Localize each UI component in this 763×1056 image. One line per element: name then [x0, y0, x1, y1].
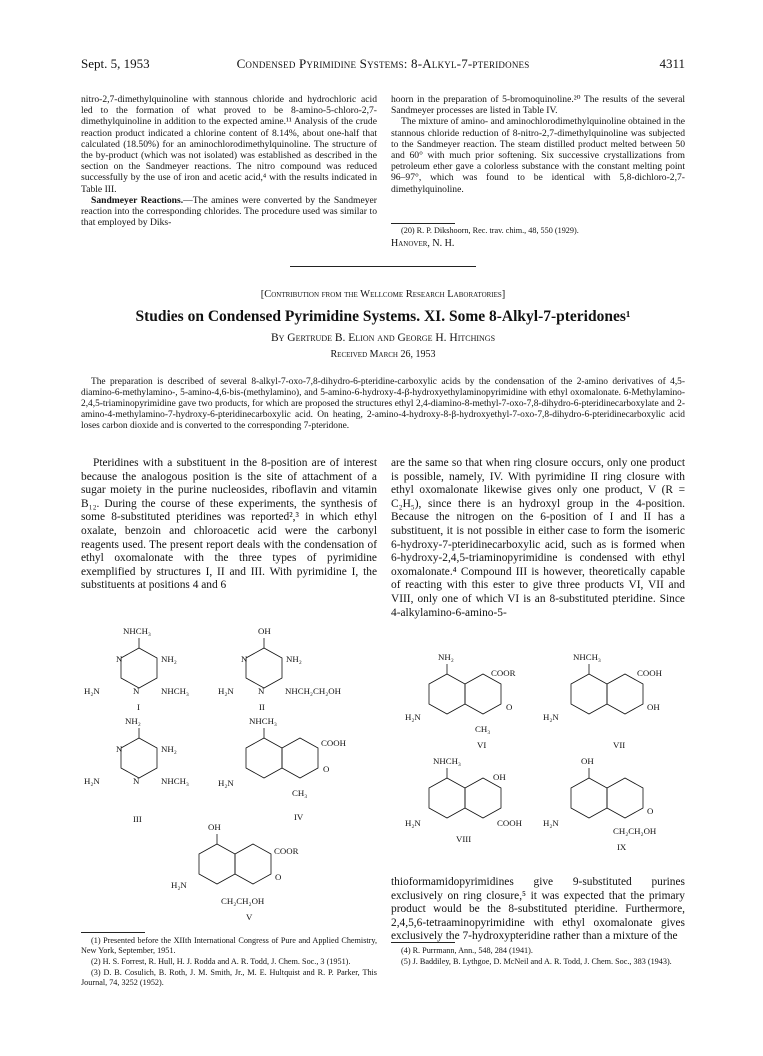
structure-III-n1: N: [116, 744, 123, 754]
structure-VII-sub6: COOH: [637, 668, 662, 678]
structure-I-top-sub: NHCH₃: [123, 626, 151, 636]
structure-V-label: V: [246, 912, 253, 922]
body-right-column-continued: [391, 876, 685, 944]
structure-V-sub6: COOR: [274, 846, 299, 856]
structure-IV-top-sub: NHCH₃: [249, 716, 277, 726]
structure-III-n2: N: [133, 776, 140, 786]
body-paragraph: are the same so that when ring closure occurs, only one product is possible, namely, IV. With pyrimidine II ring closure with ethyl oxomalonate likewise gives only one product, V (R = C₂H₅), since there is an hydroxyl group in the 4-position. Because the nitrogen on the 6-position of I and II has a substituent, it is not possible in either case to form the isomeric 6-hydroxy-7-pteridinecarboxylic acid, such as is formed when 6-hydroxy-2,4,5-triaminopyrimidine is condensed with ethyl oxomalonate.⁴ Compound III is however, theoretically capable of reacting with this ester to give three products VI, VII and VIII, only one of which VI is an 8-substituted pteridine. Since 4-alkylamino-6-amino-5-: [391, 457, 685, 619]
structure-V: [171, 822, 299, 922]
structure-IX-sub2: H₂N: [543, 818, 559, 828]
structure-IV-label: IV: [294, 812, 304, 822]
structure-II-top-sub: OH: [258, 626, 271, 636]
footnote-1: (1) Presented before the XIIth International Congress of Pure and Applied Chemistry, New York, September, 1951.: [81, 936, 377, 955]
structure-III-label: III: [133, 814, 142, 824]
structure-II-label: II: [259, 702, 265, 712]
structure-IX-top-sub: OH: [581, 756, 594, 766]
footnote-4: (4) R. Purrmann, Ann., 548, 284 (1941).: [401, 946, 533, 955]
structures-right: [391, 652, 685, 870]
structure-II: [218, 626, 342, 712]
structure-IV-sub2: H₂N: [218, 778, 234, 788]
structure-IV-sub6: COOH: [321, 738, 346, 748]
article-authors: By Gertrude B. Elion and George H. Hitchings: [270, 332, 496, 344]
structure-II-n2: N: [258, 686, 265, 696]
sandmeyer-paragraph: [81, 195, 377, 229]
structure-VI-sub8: CH₃: [475, 724, 491, 734]
body-right-column: [391, 457, 685, 620]
structure-VII-sub7: OH: [647, 702, 660, 712]
structure-I-sub6: NHCH₃: [161, 686, 189, 696]
body-paragraph: Pteridines with a substituent in the 8-position are of interest because the analogous position is the site of attachment of a sugar moiety in the purine nucleosides, riboflavin and vitamin B₁₂. During the course of these experiments, the synthesis of some 8-substituted pteridines was reported²,³ in which ethyl oxalate, benzoin and chloroacetic acid were the carbonyl reagents used. The present report deals with the condensation of ethyl oxomalonate with the three types of pyrimidine exemplified by structures I, II and III. With pyrimidine I, the substituents at positions 4 and 6: [81, 457, 377, 592]
structure-IX-sub8: CH₂CH₂OH: [613, 826, 657, 836]
footnotes-left: [81, 936, 377, 989]
structure-IV-sub8: CH₃: [292, 788, 308, 798]
header-running-title: Condensed Pyrimidine Systems: 8-Alkyl-7-pteridones: [236, 56, 530, 71]
structure-IX-sub7: O: [647, 806, 654, 816]
article-title: Studies on Condensed Pyrimidine Systems. XI. Some 8-Alkyl-7-pteridones¹: [135, 308, 631, 325]
abstract: [81, 377, 685, 432]
prev-article-left-column: [81, 94, 377, 228]
header-date: Sept. 5, 1953: [81, 56, 150, 71]
footnote-2: (2) H. S. Forrest, R. Hull, H. J. Rodda and A. R. Todd, J. Chem. Soc., 3 (1951).: [91, 957, 351, 966]
structure-V-sub7: O: [275, 872, 282, 882]
running-header: [81, 56, 685, 74]
structure-VIII-top-sub: NHCH₃: [433, 756, 461, 766]
prev-article-footnote: [391, 226, 685, 237]
structure-I-n1: N: [116, 654, 123, 664]
structure-V-sub2: H₂N: [171, 880, 187, 890]
structure-III: [84, 716, 189, 824]
article-separator: [290, 266, 476, 267]
author-address: Hanover, N. H.: [391, 238, 455, 249]
footnote-5: (5) J. Baddiley, B. Lythgoe, D. McNeil and A. R. Todd, J. Chem. Soc., 383 (1943).: [401, 957, 672, 966]
structure-VII-top-sub: NHCH₃: [573, 652, 601, 662]
structure-VIII: [405, 756, 523, 844]
structure-II-sub2: H₂N: [218, 686, 234, 696]
footnotes-right: [391, 946, 685, 968]
prev-article-paragraph: nitro-2,7-dimethylquinoline with stannous chloride and hydrochloric acid led to the formation of what proved to be 8-amino-5-chloro-2,7-dimethylquinoline in addition to the expected amine.¹¹ Analysis of the crude reaction product indicated a chlorine content of 8.14%, about one-half that calculated (18.50%) for an aminochlorodimethylquinoline. The structure of the by-product (which was not isolated) was established as described in the section on the Sandmeyer reactions. The nitro compound was reduced successfully by the use of iron and acetic acid,⁴ with the results indicated in Table III.: [81, 94, 377, 195]
structure-III-sub2: H₂N: [84, 776, 100, 786]
structure-II-n1: N: [241, 654, 248, 664]
structure-I-label: I: [137, 702, 140, 712]
received-date: Received March 26, 1953: [330, 349, 436, 360]
footnote-rule-right: [391, 942, 455, 943]
structure-VII-label: VII: [613, 740, 626, 750]
structure-IX: [543, 756, 657, 852]
footnote-3: (3) D. B. Cosulich, B. Roth, J. M. Smith, Jr., M. E. Hultquist and R. P. Parker, This Journal, 74, 3252 (1952).: [81, 968, 377, 987]
structure-VI-sub7: O: [506, 702, 513, 712]
sandmeyer-text: —The amines were converted by the Sandmeyer reaction into the corresponding chlorides. The procedure used was similar to that employed by Diks-: [81, 194, 377, 229]
structure-II-sub6: NHCH₂CH₂OH: [285, 686, 341, 696]
structure-diagram-right: [391, 652, 685, 870]
structure-VI-sub2: H₂N: [405, 712, 421, 722]
structure-VII: [543, 652, 663, 750]
structure-I-n2: N: [133, 686, 140, 696]
structure-VIII-sub6: OH: [493, 772, 506, 782]
contribution-line: [Contribution from the Wellcome Research Laboratories]: [260, 289, 506, 300]
body-left-column: [81, 457, 377, 593]
structure-I-sub2: H₂N: [84, 686, 100, 696]
structure-VI: [405, 652, 516, 750]
structure-III-sub6: NHCH₃: [161, 776, 189, 786]
structure-diagram-left: [81, 626, 381, 926]
structure-IV: [218, 716, 347, 822]
structure-I-sub4: NH₂: [161, 654, 177, 664]
structure-VI-label: VI: [477, 740, 487, 750]
structure-I: [84, 626, 189, 712]
prev-article-paragraph: hoorn in the preparation of 5-bromoquinoline.²⁰ The results of the several Sandmeyer processes are listed in Table IV.: [391, 94, 685, 117]
sandmeyer-heading: Sandmeyer Reactions.: [91, 194, 184, 206]
abstract-text: The preparation is described of several 8-alkyl-7-oxo-7,8-dihydro-6-pteridine-carboxylic acids by the condensation of the 2-amino derivatives of 4,5-diamino-6-methylamino-, 5-amino-4,6-bis-(methylamino), and 5-amino-6-hydroxy-4-β-hydroxyethylaminopyrimidine with ethyl oxomalonate. 6-Methylamino-2,4,5-triaminopyrimidine gave two products, for which are proposed the structures ethyl 2,4-diamino-8-methyl-7-oxo-7,8-dihydro-6-pteridinecarboxylate and 2-amino-4-methylamino-7-hydroxy-6-pteridinecarboxylic acid. On heating, 2-amino-4-hydroxy-8-β-hydroxyethyl-7-oxo-7,8-dihydro-6-pteridinecarboxylic acid loses carbon dioxide and is converted to the corresponding 7-pteridone.: [81, 377, 685, 431]
body-paragraph: thioformamidopyrimidines give 9-substituted purines exclusively on ring closure,⁵ it was expected that the primary product would be the 8-substituted pteridine. Furthermore, 2,4,5,6-tetraaminopyrimidine with ethyl oxomalonate gives exclusively the 7-hydroxypteridine rather than a mixture of the: [391, 876, 685, 943]
structure-V-sub8: CH₂CH₂OH: [221, 896, 265, 906]
structure-VIII-label: VIII: [456, 834, 472, 844]
prev-article-paragraph: The mixture of amino- and aminochlorodimethylquinoline obtained in the stannous chloride reduction of 8-nitro-2,7-dimethylquinoline was subjected to the Sandmeyer reaction. The steam distilled product melted between 50 and 60° with much prior softening. Six successive crystallizations from petroleum ether gave a colorless substance with the constant melting point 96–97°, which was found to be identical with 5,8-dichloro-2,7-dimethylquinoline.: [391, 116, 686, 195]
structure-IV-sub7: O: [323, 764, 330, 774]
structure-VI-top-sub: NH₂: [438, 652, 454, 662]
header-page-number: 4311: [659, 56, 685, 71]
structure-II-sub4: NH₂: [286, 654, 302, 664]
structure-III-sub4: NH₂: [161, 744, 177, 754]
footnote-20: (20) R. P. Dikshoorn, Rec. trav. chim., 48, 550 (1929).: [401, 226, 579, 235]
structure-VII-sub2: H₂N: [543, 712, 559, 722]
footnote-rule-left: [81, 932, 145, 933]
structure-V-top-sub: OH: [208, 822, 221, 832]
structure-VIII-sub7: COOH: [497, 818, 522, 828]
structure-IX-label: IX: [617, 842, 627, 852]
footnote-rule: [391, 223, 455, 224]
structure-VI-sub6: COOR: [491, 668, 516, 678]
structure-III-top-sub: NH₂: [125, 716, 141, 726]
structure-VIII-sub2: H₂N: [405, 818, 421, 828]
structures-left: [81, 626, 381, 926]
prev-article-right-column: [391, 94, 685, 195]
